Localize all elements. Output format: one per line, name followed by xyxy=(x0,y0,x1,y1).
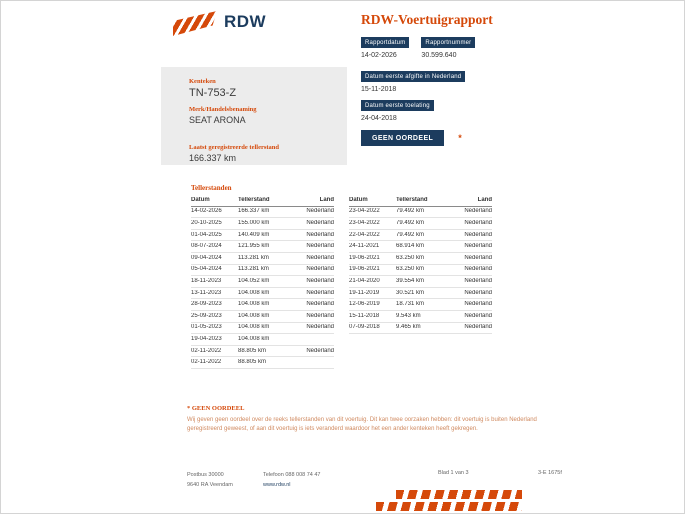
page-footer xyxy=(187,470,569,490)
footer-address-line2: 9640 RA Veendam xyxy=(187,482,233,489)
table-cell: Nederland xyxy=(464,324,492,331)
table-row xyxy=(191,253,334,265)
table-cell: 63.250 km xyxy=(396,266,425,273)
table-cell: 15-11-2018 xyxy=(349,312,380,319)
kenteken-value: TN-753-Z xyxy=(189,87,237,99)
eerste-toelating-value: 24-04-2018 xyxy=(361,115,397,122)
rapportdatum-value: 14-02-2026 xyxy=(361,52,397,59)
rdw-stripe-band-top xyxy=(396,490,522,499)
table-cell: 104.008 km xyxy=(238,289,270,296)
table-row xyxy=(191,299,334,311)
table-cell: Nederland xyxy=(306,347,334,354)
table-cell: 14-02-2026 xyxy=(191,208,222,215)
table-cell: 23-04-2022 xyxy=(349,208,380,215)
table-body-right xyxy=(349,207,492,335)
table-cell: 02-11-2022 xyxy=(191,347,222,354)
rapportdatum-badge: Rapportdatum xyxy=(361,37,409,48)
table-row xyxy=(349,265,492,277)
table-cell: 05-04-2024 xyxy=(191,266,222,273)
rdw-stripe-band-bottom xyxy=(376,502,522,511)
table-cell: 18.731 km xyxy=(396,301,425,308)
table-cell: Nederland xyxy=(306,254,334,261)
table-cell: 23-04-2022 xyxy=(349,219,380,226)
table-cell: 79.492 km xyxy=(396,208,425,215)
table-row xyxy=(349,299,492,311)
laatste-tellerstand-value: 166.337 km xyxy=(189,153,237,163)
footnote-heading-label: GEEN OORDEEL xyxy=(191,405,245,412)
column-header-tellerstand: Tellerstand xyxy=(396,196,428,203)
table-cell: 63.250 km xyxy=(396,254,425,261)
table-cell: 166.337 km xyxy=(238,208,270,215)
rdw-logo xyxy=(173,11,266,36)
table-cell: 28-09-2023 xyxy=(191,301,222,308)
table-row xyxy=(349,207,492,219)
table-cell: 02-11-2022 xyxy=(191,359,222,366)
table-cell: 07-09-2018 xyxy=(349,324,380,331)
table-cell: Nederland xyxy=(464,219,492,226)
table-cell: 12-06-2019 xyxy=(349,301,380,308)
table-header-row xyxy=(349,195,492,207)
table-cell: Nederland xyxy=(464,312,492,319)
table-cell: 25-09-2023 xyxy=(191,312,222,319)
table-cell: 19-04-2023 xyxy=(191,335,222,342)
footer-contact xyxy=(263,470,321,491)
table-row xyxy=(191,346,334,358)
table-cell: 9.543 km xyxy=(396,312,421,319)
table-cell: 121.955 km xyxy=(238,243,270,250)
table-cell: 104.008 km xyxy=(238,312,270,319)
table-cell: Nederland xyxy=(464,301,492,308)
table-cell: Nederland xyxy=(306,277,334,284)
table-cell: 19-06-2021 xyxy=(349,254,380,261)
column-header-land: Land xyxy=(319,196,334,203)
table-cell: 13-11-2023 xyxy=(191,289,222,296)
table-cell: 79.492 km xyxy=(396,219,425,226)
table-cell: 9.465 km xyxy=(396,324,421,331)
footer-phone: Telefoon 088 008 74 47 xyxy=(263,472,321,478)
table-cell: 68.914 km xyxy=(396,243,425,250)
kenteken-label: Kenteken xyxy=(189,78,216,85)
table-cell: Nederland xyxy=(306,312,334,319)
table-cell: 88.805 km xyxy=(238,359,267,366)
table-cell: 113.281 km xyxy=(238,266,269,273)
table-cell: 155.000 km xyxy=(238,219,270,226)
footer-address xyxy=(187,470,233,491)
table-cell: 21-04-2020 xyxy=(349,277,380,284)
oordeel-row xyxy=(361,130,465,146)
table-row xyxy=(191,276,334,288)
table-row xyxy=(191,311,334,323)
table-cell: 104.008 km xyxy=(238,324,270,331)
table-row xyxy=(349,276,492,288)
table-cell xyxy=(302,359,334,366)
rdw-stripes-logo xyxy=(376,490,522,511)
table-row xyxy=(349,253,492,265)
table-cell: 140.409 km xyxy=(238,231,270,238)
vehicle-summary-box xyxy=(161,67,347,165)
table-cell: Nederland xyxy=(306,301,334,308)
geen-oordeel-footnote xyxy=(187,405,569,435)
table-row xyxy=(191,323,334,335)
table-cell: 01-04-2025 xyxy=(191,231,222,238)
rapportnummer-value: 30.599.640 xyxy=(421,52,457,59)
table-cell: 30.521 km xyxy=(396,289,425,296)
footnote-text: Wij geven geen oordeel over de reeks tellerstanden van dit voertuig. Dit kan twee oorzaken hebben: dit voertuig is buiten Nederland geregistreerd geweest, of aan dit voertuig is iets veranderd waardoor het een ander kenteken heeft gekregen. xyxy=(187,417,537,433)
table-row xyxy=(191,288,334,300)
table-cell: 20-10-2025 xyxy=(191,219,222,226)
table-row xyxy=(191,357,334,369)
oordeel-asterisk: * xyxy=(458,133,462,143)
table-cell: Nederland xyxy=(306,324,334,331)
table-row xyxy=(349,311,492,323)
table-row xyxy=(191,334,334,346)
table-cell: Nederland xyxy=(306,266,334,273)
table-row xyxy=(349,218,492,230)
column-header-land: Land xyxy=(477,196,492,203)
report-title: RDW-Voertuigrapport xyxy=(361,12,493,27)
table-header-row xyxy=(191,195,334,207)
table-cell: Nederland xyxy=(464,231,492,238)
table-cell: Nederland xyxy=(464,243,492,250)
table-row xyxy=(191,230,334,242)
table-cell: Nederland xyxy=(306,289,334,296)
table-cell: Nederland xyxy=(464,289,492,296)
table-cell: 39.554 km xyxy=(396,277,425,284)
column-header-datum: Datum xyxy=(349,196,368,203)
table-row xyxy=(191,218,334,230)
table-row xyxy=(349,241,492,253)
rapportnummer-badge: Rapportnummer xyxy=(421,37,475,48)
table-body-left xyxy=(191,207,334,369)
table-row xyxy=(191,207,334,219)
report-meta xyxy=(361,37,475,59)
footnote-asterisk: * xyxy=(187,405,191,412)
table-cell: Nederland xyxy=(306,219,334,226)
footer-address-line1: Postbus 30000 xyxy=(187,472,224,478)
table-cell: Nederland xyxy=(464,208,492,215)
table-row xyxy=(191,265,334,277)
laatste-tellerstand-label: Laatst geregistreerde tellerstand xyxy=(189,144,280,151)
rdw-logo-text: RDW xyxy=(224,12,267,31)
geen-oordeel-badge: GEEN OORDEEL xyxy=(361,130,444,146)
registration-dates xyxy=(361,71,465,146)
tellerstanden-tables xyxy=(191,195,492,369)
merk-value: SEAT ARONA xyxy=(189,115,246,125)
table-cell: 88.805 km xyxy=(238,347,267,354)
table-cell: 22-04-2022 xyxy=(349,231,380,238)
table-row xyxy=(349,230,492,242)
table-cell: 19-11-2019 xyxy=(349,289,380,296)
table-cell: Nederland xyxy=(306,208,334,215)
rdw-flag-icon xyxy=(173,11,217,36)
footer-website-link[interactable]: www.rdw.nl xyxy=(263,482,291,489)
table-cell: 104.008 km xyxy=(238,301,270,308)
table-cell: Nederland xyxy=(464,254,492,261)
footer-page-number: Blad 1 van 3 xyxy=(438,470,469,476)
tellerstanden-table-right xyxy=(349,195,492,369)
merk-label: Merk/Handelsbenaming xyxy=(189,106,257,113)
table-cell: 79.492 km xyxy=(396,231,425,238)
table-row xyxy=(191,241,334,253)
table-cell: 01-05-2023 xyxy=(191,324,222,331)
table-cell: 104.008 km xyxy=(238,335,270,342)
table-cell: 24-11-2021 xyxy=(349,243,380,250)
column-header-tellerstand: Tellerstand xyxy=(238,196,270,203)
table-cell: 09-04-2024 xyxy=(191,254,222,261)
table-cell: Nederland xyxy=(464,266,492,273)
table-cell: 113.281 km xyxy=(238,254,269,261)
eerste-afgifte-badge: Datum eerste afgifte in Nederland xyxy=(361,71,465,82)
tellerstanden-table-left xyxy=(191,195,334,369)
table-cell: Nederland xyxy=(464,277,492,284)
table-cell xyxy=(302,336,334,343)
rapportdatum-block xyxy=(361,37,409,59)
eerste-toelating-badge: Datum eerste toelating xyxy=(361,100,434,111)
tellerstanden-heading: Tellerstanden xyxy=(191,184,232,192)
eerste-afgifte-value: 15-11-2018 xyxy=(361,86,397,93)
table-row xyxy=(349,288,492,300)
footer-form-code: 3-E 1675f xyxy=(538,470,562,476)
table-cell: 18-11-2023 xyxy=(191,277,222,284)
table-row xyxy=(349,323,492,335)
table-cell: 08-07-2024 xyxy=(191,243,222,250)
table-cell: 19-06-2021 xyxy=(349,266,380,273)
footnote-heading xyxy=(187,405,569,412)
table-cell: 104.052 km xyxy=(238,277,270,284)
rapportnummer-block xyxy=(421,37,475,59)
table-cell: Nederland xyxy=(306,243,334,250)
column-header-datum: Datum xyxy=(191,196,210,203)
table-cell: Nederland xyxy=(306,231,334,238)
